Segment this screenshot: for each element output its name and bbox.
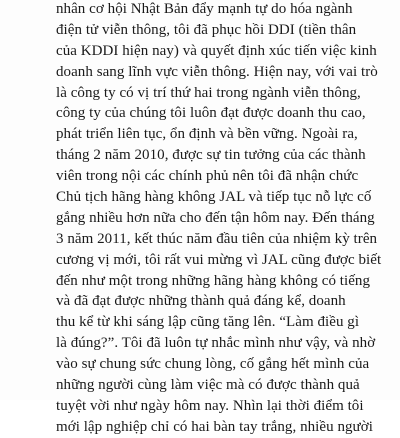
text-line-9: viên trong nội các chính phủ nên tôi đã nhận chức: [56, 168, 359, 185]
text-line-18: vào sự chung sức chung lòng, cố gắng hết mình của: [56, 356, 370, 373]
text-line-20: tuyệt vời như ngày hôm nay. Nhìn lại thời điểm tôi: [56, 397, 364, 414]
text-line-1: nhân cơ hội Nhật Bản đẩy mạnh tự do hóa ngành: [56, 1, 353, 17]
text-line-19: những người cùng làm việc mà có được thành quả: [56, 377, 360, 394]
text-line-10: Chủ tịch hãng hàng không JAL và tiếp tục nỗ lực cố: [56, 189, 372, 206]
text-line-21: mới lập nghiệp chỉ có hai bàn tay trắng, nhiều người: [56, 418, 373, 435]
text-line-4: doanh sang lĩnh vực viễn thông. Hiện nay, với vai trò: [56, 63, 378, 80]
text-line-5: là công ty có vị trí thứ hai trong ngành viễn thông,: [56, 84, 361, 101]
text-line-8: tháng 2 năm 2010, được sự tin tưởng của các thành: [56, 147, 366, 164]
text-line-14: đến như một trong những hãng hàng không có tiếng: [56, 272, 371, 289]
text-line-2: điện tử viễn thông, tôi đã phục hồi DDI (tiền thân: [56, 21, 357, 38]
text-line-13: cương vị mới, tôi rất vui mừng vì JAL cũng được biết: [56, 251, 382, 268]
text-line-7: phát triển liên tục, ổn định và bền vững. Ngoài ra,: [56, 126, 358, 143]
text-line-12: 3 năm 2011, kết thúc năm đầu tiên của nhiệm kỳ trên: [56, 230, 378, 247]
text-line-11: gắng nhiều hơn nữa cho đến tận hôm nay. Đến tháng: [56, 209, 375, 226]
body-text: [56, 0, 394, 438]
text-line-15: và đã đạt được những thành quả đáng kể, doanh: [56, 293, 346, 310]
text-line-6: công ty của chúng tôi luôn đạt được doanh thu cao,: [56, 105, 366, 122]
text-line-16: thu kể từ khi sáng lập cũng tăng lên. “Làm điều gì: [56, 314, 360, 331]
text-line-17: là đúng?”. Tôi đã luôn tự nhắc mình như vậy, và nhờ: [56, 335, 376, 352]
text-line-3: của KDDI hiện nay) và quyết định xúc tiến việc kinh: [56, 42, 377, 59]
